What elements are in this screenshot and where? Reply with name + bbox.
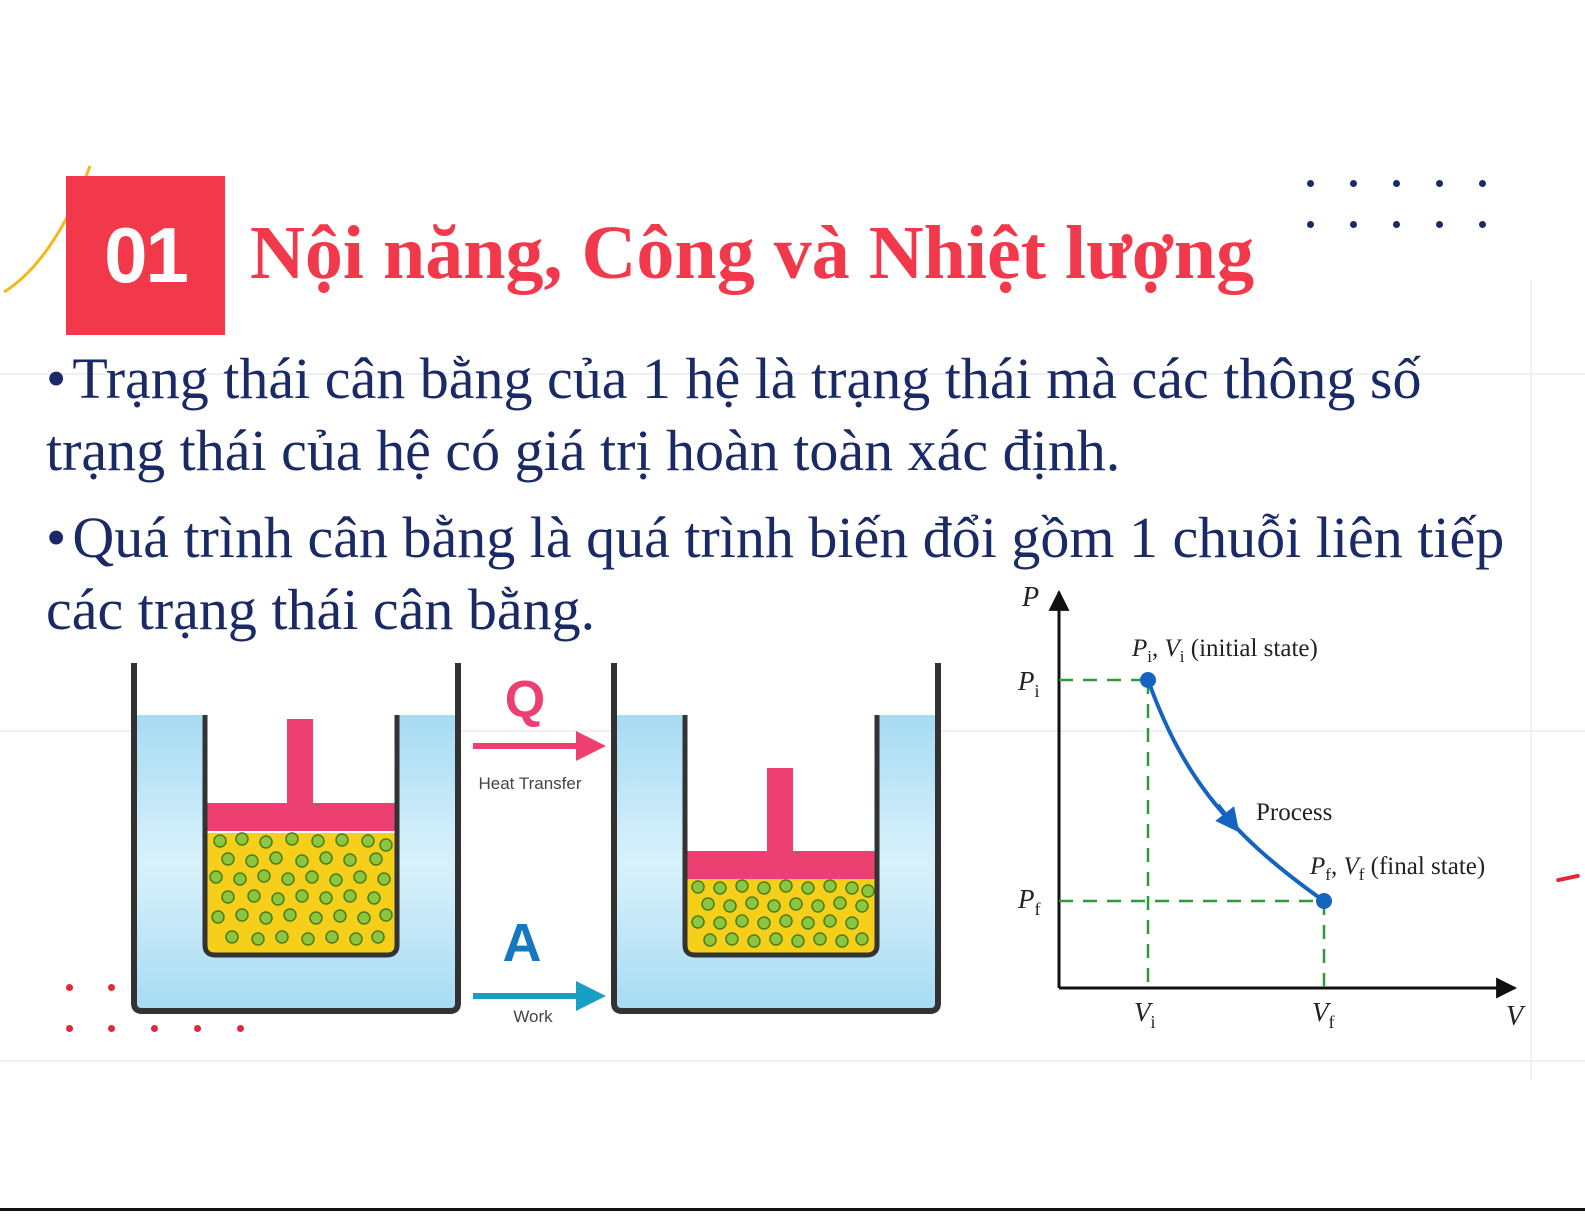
process-arrow [1218,805,1232,823]
p-initial-tick: $P_i$ [1018,666,1040,701]
v-final-tick: $V_f$ [1312,997,1335,1032]
grid-line [0,1060,1585,1062]
slide-number: 01 [104,211,187,299]
x-axis-label: V [1506,1001,1524,1032]
process-curve [1148,680,1324,901]
bullet: • [46,346,67,411]
slide-number-badge [66,176,225,335]
final-state-point [1316,893,1332,909]
work-symbol: A [502,913,542,973]
dashed-guides [1059,680,1324,988]
bottom-border [0,1208,1585,1211]
y-axis-label: P [1022,582,1040,613]
bullet: • [46,505,67,570]
paragraph-equilibrium-state [46,343,1546,487]
work-label: Work [513,1007,553,1025]
slide-title: Nội năng, Công và Nhiệt lượng [250,211,1255,295]
piston-container-after [614,663,938,1011]
heat-symbol: Q [504,671,546,729]
v-initial-tick: $V_i$ [1134,997,1156,1032]
pv-diagram [1010,578,1570,1048]
paragraph-text: Trạng thái cân bằng của 1 hệ là trạng thái mà các thông số trạng thái của hệ có giá trị hoàn toàn xác định. [46,346,1422,483]
final-state-annotation: $P_f$, $V_f$ (final state) [1310,853,1486,884]
p-final-tick: $P_f$ [1018,884,1041,919]
paragraph-text: Quá trình cân bằng là quá trình biến đổi gồm 1 chuỗi liên tiếp các trạng thái cân bằng. [46,505,1505,642]
process-label: Process [1256,799,1333,826]
initial-state-point [1140,672,1156,688]
heat-transfer-label: Heat Transfer [478,774,582,793]
piston-container-before [134,663,458,1011]
initial-state-annotation: $P_i$, $V_i$ (initial state) [1132,635,1318,666]
piston-figure [120,655,950,1025]
